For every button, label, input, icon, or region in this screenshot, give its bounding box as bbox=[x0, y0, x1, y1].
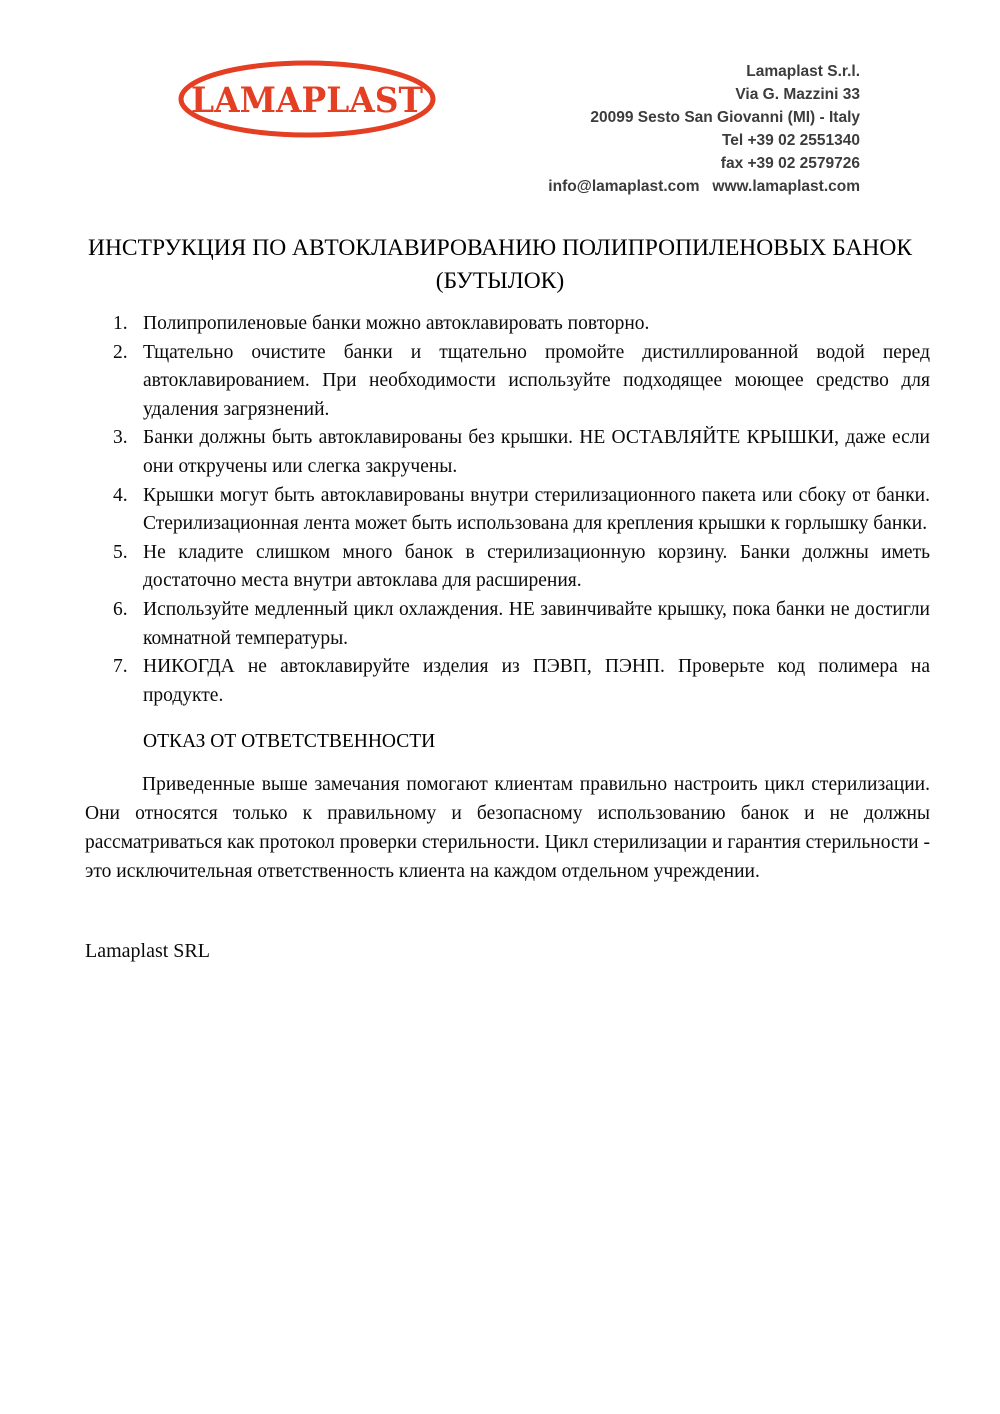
list-item-text: Банки должны быть автоклавированы без крышки. НЕ ОСТАВЛЯЙТЕ КРЫШКИ, даже если они откручены или слегка закручены. bbox=[143, 427, 930, 477]
list-item-number: 6. bbox=[113, 598, 128, 620]
company-name: Lamaplast S.r.l. bbox=[746, 63, 860, 80]
list-item-number: 4. bbox=[113, 484, 128, 506]
company-city: 20099 Sesto San Giovanni (MI) - Italy bbox=[590, 109, 860, 126]
list-item-number: 1. bbox=[113, 313, 128, 334]
company-logo bbox=[177, 58, 437, 140]
list-item bbox=[113, 482, 930, 539]
list-item bbox=[113, 310, 930, 339]
list-item-number: 5. bbox=[113, 541, 128, 563]
list-item bbox=[113, 596, 930, 653]
company-email-web: info@lamaplast.com www.lamaplast.com bbox=[548, 178, 860, 195]
list-item-number: 7. bbox=[113, 656, 128, 678]
company-phone: Tel +39 02 2551340 bbox=[721, 132, 860, 149]
list-item bbox=[113, 653, 930, 710]
page-title bbox=[40, 232, 960, 298]
instruction-list bbox=[113, 310, 930, 710]
disclaimer-body: Приведенные выше замечания помогают клиентам правильно настроить цикл стерилизации. Они относятся только к правильному и безопасному использованию банок и не должны рассматриваться как протокол проверки стерильности. Цикл стерилизации и гарантия стерильности - это исключительная ответственность клиента на каждом отдельном учреждении. bbox=[85, 774, 930, 882]
list-item-text: Не кладите слишком много банок в стерилизационную корзину. Банки должны иметь достаточно места внутри автоклава для расширения. bbox=[143, 541, 930, 592]
list-item-text: Используйте медленный цикл охлаждения. НЕ завинчивайте крышку, пока банки не достигли комнатной температуры. bbox=[143, 598, 930, 649]
logo-text: LAMAPLAST bbox=[191, 80, 423, 121]
lamaplast-logo-icon bbox=[177, 58, 437, 140]
list-item-text: Крышки могут быть автоклавированы внутри стерилизационного пакета или сбоку от банки. Стерилизационная лента может быть использована для крепления крышки к горлышку банки. bbox=[143, 484, 930, 535]
disclaimer-heading: ОТКАЗ ОТ ОТВЕТСТВЕННОСТИ bbox=[143, 731, 436, 752]
list-item bbox=[113, 339, 930, 425]
list-item bbox=[113, 539, 930, 596]
page-title-line1: ИНСТРУКЦИЯ ПО АВТОКЛАВИРОВАНИЮ ПОЛИПРОПИЛЕНОВЫХ БАНОК bbox=[87, 235, 913, 261]
list-item bbox=[113, 424, 930, 481]
company-street: Via G. Mazzini 33 bbox=[735, 86, 860, 103]
page-title-line2: (БУТЫЛОК) bbox=[435, 268, 565, 294]
list-item-text: Тщательно очистите банки и тщательно промойте дистиллированной водой перед автоклавированием. При необходимости используйте подходящее моющее средство для удаления загрязнений. bbox=[143, 341, 930, 420]
list-item-text: НИКОГДА не автоклавируйте изделия из ПЭВП, ПЭНП. Проверьте код полимера на продукте. bbox=[143, 656, 930, 706]
list-item-text: Полипропиленовые банки можно автоклавировать повторно. bbox=[143, 313, 650, 334]
list-item-number: 2. bbox=[113, 341, 128, 363]
company-fax: fax +39 02 2579726 bbox=[720, 155, 860, 172]
list-item-number: 3. bbox=[113, 427, 128, 449]
company-contact-block bbox=[548, 60, 860, 198]
signature: Lamaplast SRL bbox=[85, 940, 210, 962]
